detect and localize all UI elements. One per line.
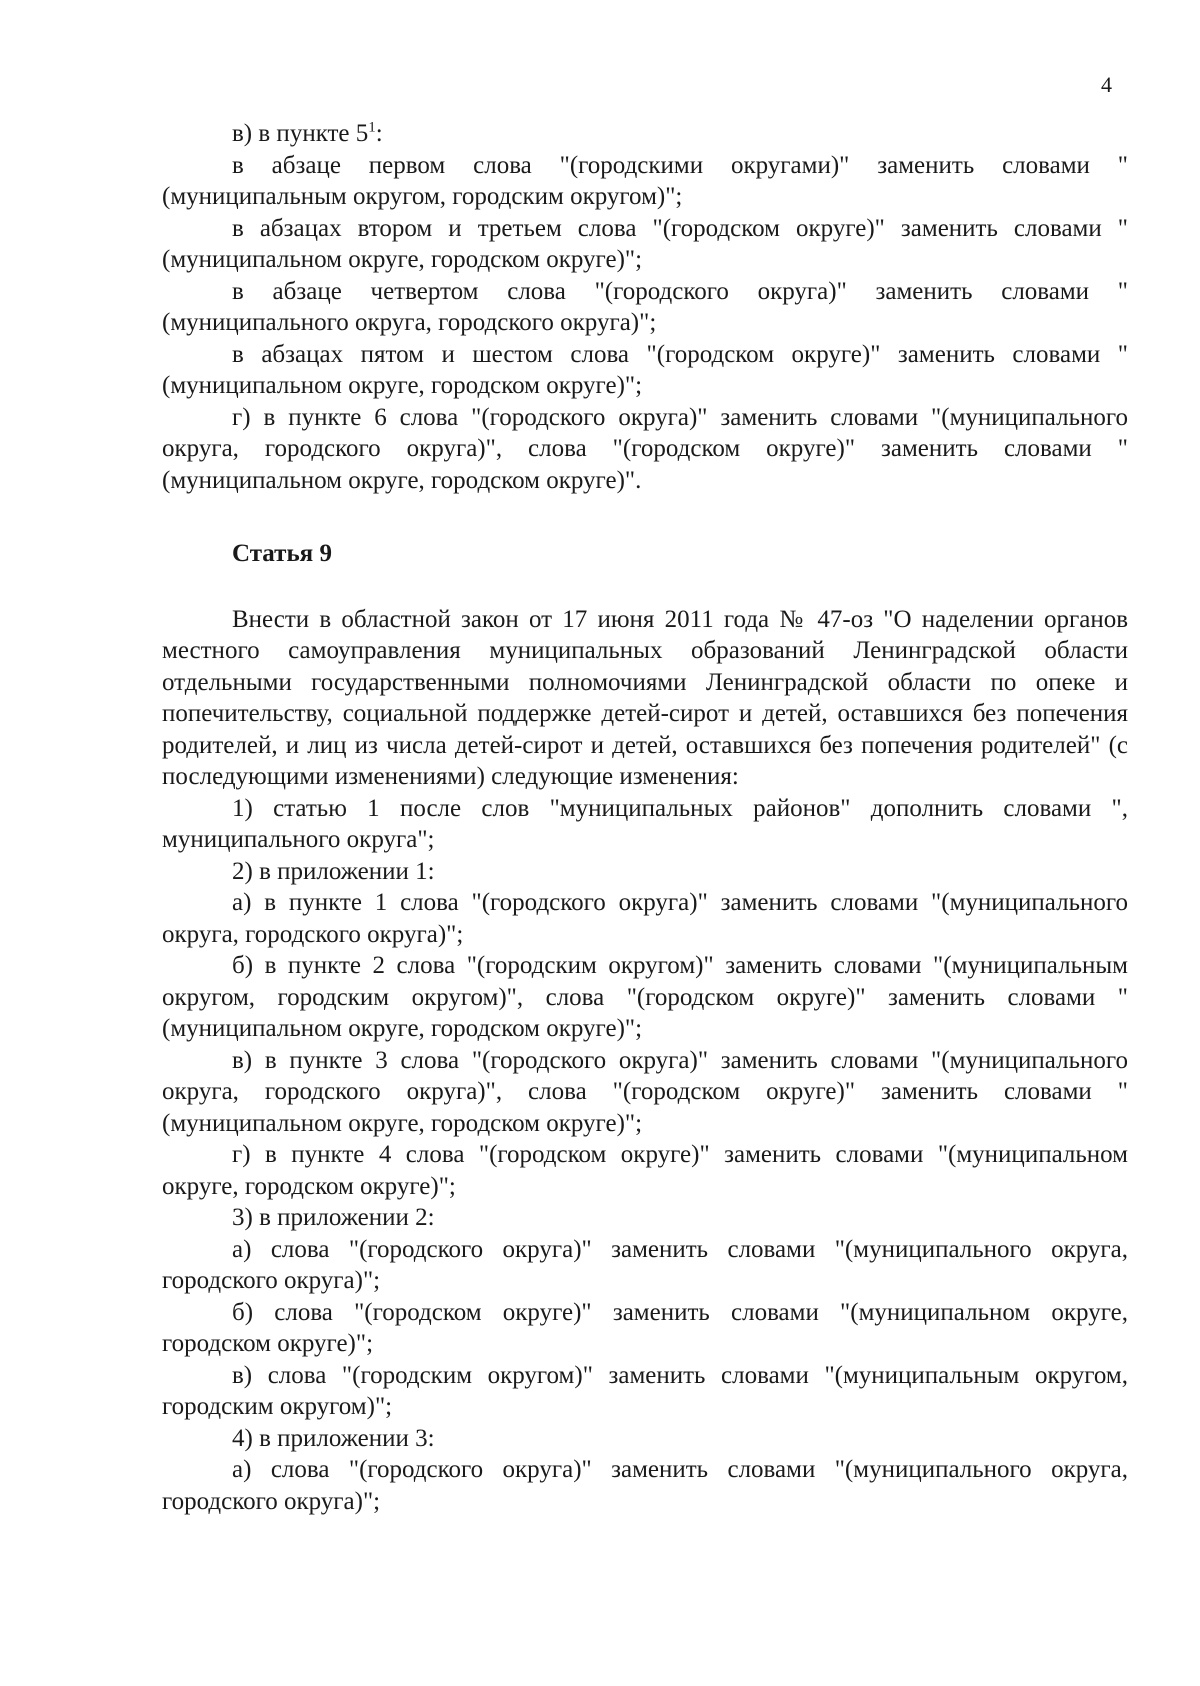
paragraph: в) слова "(городским округом)" заменить словами "(муниципальным округом, городским округом)"; — [162, 1361, 1128, 1420]
paragraph: 2) в приложении 1: — [232, 857, 435, 885]
paragraph: 3) в приложении 2: — [232, 1204, 435, 1231]
paragraph: г) в пункте 4 слова "(городском округе)" заменить словами "(муниципальном округе, городском округе)"; — [162, 1141, 1128, 1200]
paragraph: в абзацах втором и третьем слова "(городском округе)" заменить словами "(муниципальном округе, городском округе)"; — [162, 214, 1128, 273]
paragraph: б) в пункте 2 слова "(городским округом)" заменить словами "(муниципальным округом, городским округом)", слова "(городском округе)" заменить словами "(муниципальном округе, городском округе)"; — [162, 952, 1128, 1042]
paragraph: 1) статью 1 после слов "муниципальных районов" дополнить словами ", муниципального округа"; — [162, 794, 1128, 853]
article-title: Статья 9 — [232, 540, 332, 567]
spacer — [162, 496, 1128, 538]
item-v-prefix: в) в пункте 5 — [232, 120, 369, 147]
document-body — [162, 118, 1128, 1517]
paragraph: в абзаце первом слова "(городскими округами)" заменить словами "(муниципальным округом, городским округом)"; — [162, 151, 1128, 210]
paragraph: б) слова "(городском округе)" заменить словами "(муниципальном округе, городском округе)"; — [162, 1298, 1128, 1357]
item-v-superscript: 1 — [368, 119, 376, 136]
paragraph: г) в пункте 6 слова "(городского округа)" заменить словами "(муниципального округа, городского округа)", слова "(городском округе)" заменить словами "(муниципальном округе, городском округе)". — [162, 403, 1128, 494]
paragraph: в абзаце четвертом слова "(городского округа)" заменить словами "(муниципального округа, городского округа)"; — [162, 277, 1128, 336]
paragraph: а) слова "(городского округа)" заменить словами "(муниципального округа, городского округа)"; — [162, 1235, 1128, 1294]
item-v-suffix: : — [375, 120, 383, 147]
paragraph: а) в пункте 1 слова "(городского округа)" заменить словами "(муниципального округа, городского округа)"; — [162, 889, 1128, 948]
paragraph: 4) в приложении 3: — [232, 1424, 435, 1452]
article-intro-paragraph: Внести в областной закон от 17 июня 2011 года № 47-оз "О наделении органов местного самоуправления муниципальных образований Ленинградской области отдельными государственными полномочиями Ленинградской области по опеке и попечительству, социальной поддержке детей-сирот и детей, оставшихся без попечения родителей, и лиц из числа детей-сирот и детей, оставшихся без попечения родителей" (с последующими изменениями) следующие изменения: — [162, 605, 1128, 790]
paragraph: в абзацах пятом и шестом слова "(городском округе)" заменить словами "(муниципальном округе, городском округе)"; — [162, 340, 1128, 399]
item-v-heading — [162, 118, 1128, 150]
spacer — [162, 570, 1128, 604]
paragraph: а) слова "(городского округа)" заменить словами "(муниципального округа, городского округа)"; — [162, 1456, 1128, 1515]
paragraph: в) в пункте 3 слова "(городского округа)" заменить словами "(муниципального округа, городского округа)", слова "(городском округе)" заменить словами "(муниципальном округе, городском округе)"; — [162, 1046, 1128, 1137]
page-number: 4 — [1101, 72, 1112, 97]
